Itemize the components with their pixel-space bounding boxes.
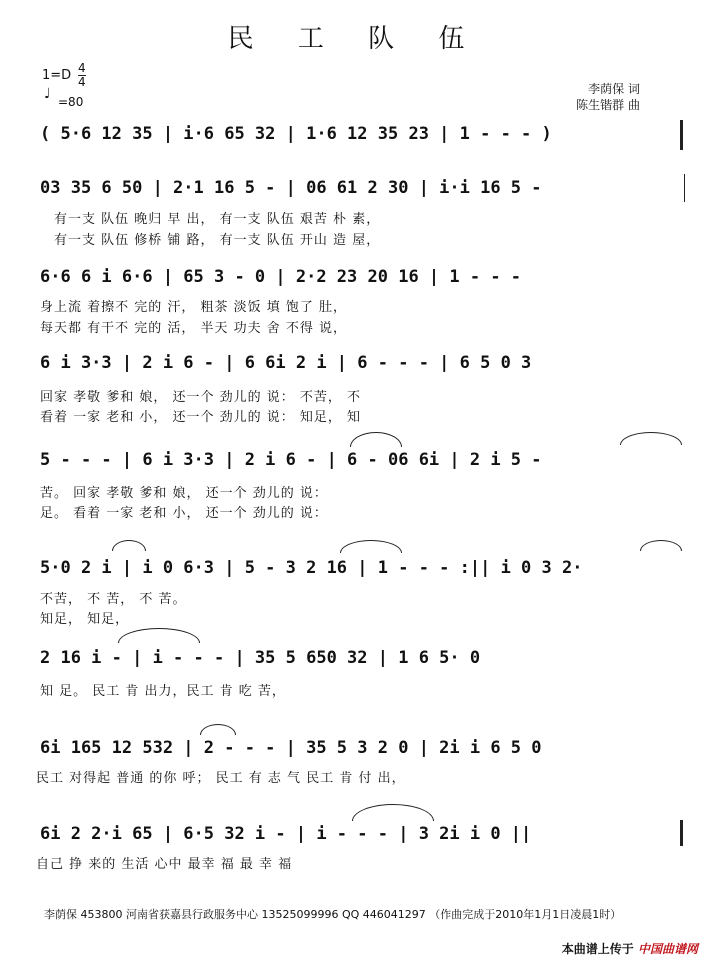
lyric-verse-2: 足。 看着 一家 老和 小， 还一个 劲儿的 说：: [40, 506, 328, 521]
notation-line: 5 - - - | 6 i 3·3 | 2 i 6 - | 6 - 06 6i | 2 i 5 -: [40, 450, 542, 470]
lyric-verse-2: 知足， 知足，: [40, 612, 130, 627]
time-signature: [78, 62, 86, 89]
lyricist-credit: 李荫保 词: [588, 82, 640, 96]
notation-line: 03 35 6 50 | 2·1 16 5 - | 06 61 2 30 | i·i 16 5 -: [40, 178, 542, 198]
quarter-note-icon: ♩: [44, 86, 51, 102]
slur-mark: [350, 432, 402, 447]
slur-mark: [340, 540, 402, 553]
tempo-marking: =80: [58, 95, 84, 109]
lyric-verse-2: 有一支 队伍 修桥 铺 路， 有一支 队伍 开山 造 屋，: [54, 233, 381, 248]
lyric-verse-1: 回家 孝敬 爹和 娘， 还一个 劲儿的 说： 不苦， 不: [40, 390, 362, 405]
notation-line: 2 16 i - | i - - - | 35 5 650 32 | 1 6 5· 0: [40, 648, 481, 668]
lyric-verse-2: 每天都 有干不 完的 活， 半天 功夫 舍 不得 说，: [40, 321, 348, 336]
slur-mark: [112, 540, 146, 551]
notation-line: 5·0 2 i | i 0 6·3 | 5 - 3 2 16 | 1 - - - :|| i 0 3 2·: [40, 558, 583, 578]
slur-mark: [640, 540, 682, 551]
bar-line: [680, 120, 683, 150]
key-signature: 1=D: [42, 68, 72, 83]
time-bottom: 4: [78, 75, 86, 89]
lyric-verse-1: 苦。 回家 孝敬 爹和 娘， 还一个 劲儿的 说：: [40, 486, 328, 501]
notation-line: ( 5·6 12 35 | i·6 65 32 | 1·6 12 35 23 | 1 - - - ): [40, 124, 552, 144]
notation-line: 6i 165 12 532 | 2 - - - | 35 5 3 2 0 | 2i i 6 5 0: [40, 738, 542, 758]
lyric-verse-1: 不苦， 不 苦， 不 苦。: [40, 592, 187, 607]
bar-line: [684, 174, 685, 202]
author-contact-footer: 李荫保 453800 河南省获嘉县行政服务中心 13525099996 QQ 446041297 （作曲完成于2010年1月1日凌晨1时）: [44, 908, 622, 921]
lyric-line: 知 足。 民工 肯 出力，民工 肯 吃 苦，: [40, 684, 286, 699]
notation-line: 6·6 6 i 6·6 | 65 3 - 0 | 2·2 23 20 16 | 1 - - -: [40, 267, 522, 287]
slur-mark: [620, 432, 682, 445]
song-title: 民 工 队 伍: [227, 24, 483, 54]
slur-mark: [352, 804, 434, 821]
lyric-verse-1: 身上流 着擦不 完的 汗， 粗茶 淡饭 填 饱了 肚，: [40, 300, 348, 315]
site-logo: 中国曲谱网: [637, 942, 698, 956]
upload-source-label: [562, 940, 698, 957]
lyric-verse-1: 有一支 队伍 晚归 早 出， 有一支 队伍 艰苦 朴 素，: [54, 212, 381, 227]
slur-mark: [118, 628, 200, 643]
lyric-line: 民工 对得起 普通 的你 呼； 民工 有 志 气 民工 肯 付 出，: [36, 771, 406, 786]
lyric-line: 自己 挣 来的 生活 心中 最幸 福 最 幸 福: [36, 857, 293, 872]
lyric-verse-2: 看着 一家 老和 小， 还一个 劲儿的 说： 知足， 知: [40, 410, 362, 425]
notation-line: 6 i 3·3 | 2 i 6 - | 6 6i 2 i | 6 - - - | 6 5 0 3: [40, 353, 532, 373]
notation-line: 6i 2 2·i 65 | 6·5 32 i - | i - - - | 3 2i i 0 ||: [40, 824, 532, 844]
composer-credit: 陈生锴群 曲: [576, 98, 640, 112]
time-top: 4: [78, 61, 86, 75]
final-bar-line: [680, 820, 683, 846]
upload-prefix: 本曲谱上传于: [561, 942, 634, 956]
slur-mark: [200, 724, 236, 735]
